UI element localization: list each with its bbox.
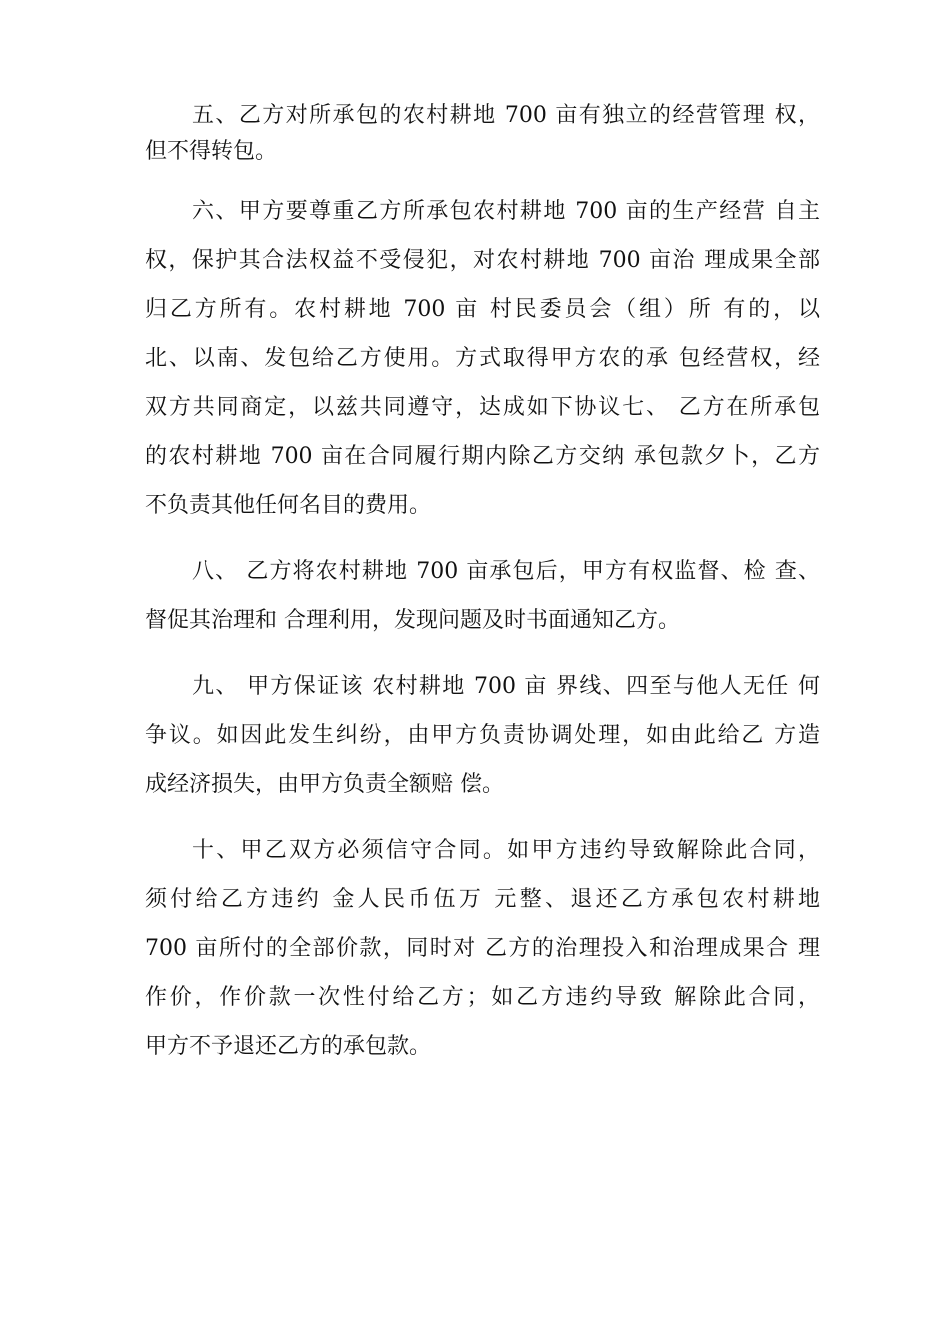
clause-9	[145, 662, 820, 809]
clause-9-line-1: 九、 甲方保证该 农村耕地 700 亩 界线、四至与他人无任 何	[192, 674, 820, 699]
clause-10-line-2: 须付给乙方违约 金人民币伍万 元整、退还乙方承包农村耕地	[145, 887, 820, 912]
clause-6-line-2: 权，保护其合法权益不受侵犯，对农村耕地 700 亩治 理成果全部	[145, 248, 820, 273]
clause-9-line-3: 成经济损失，由甲方负责全额赔 偿。	[145, 772, 504, 797]
clause-9-line-2: 争议。如因此发生纠纷，由甲方负责协调处理，如由此给乙 方造	[145, 723, 820, 748]
clause-10-line-1: 十、甲乙双方必须信守合同。如甲方违约导致解除此合同，	[192, 838, 820, 863]
clause-8	[145, 547, 820, 645]
clause-10-line-3: 700 亩所付的全部价款，同时对 乙方的治理投入和治理成果合 理	[145, 936, 820, 961]
clause-6-line-1: 六、甲方要尊重乙方所承包农村耕地 700 亩的生产经营 自主	[192, 199, 820, 224]
clause-6-line-3: 归乙方所有。农村耕地 700 亩 村民委员会（组）所 有的，以	[145, 297, 820, 322]
clause-5-line-1: 五、乙方对所承包的农村耕地 700 亩有独立的经营管理 权，	[192, 103, 820, 128]
clause-6-line-4: 北、以南、发包给乙方使用。方式取得甲方农的承 包经营权，经	[145, 346, 820, 371]
clause-8-line-1: 八、 乙方将农村耕地 700 亩承包后，甲方有权监督、检 查、	[192, 559, 820, 584]
clause-8-line-2: 督促其治理和 合理利用，发现问题及时书面通知乙方。	[145, 608, 680, 633]
document-body	[145, 98, 820, 1088]
clause-5-line-2: 但不得转包。	[145, 139, 278, 164]
clause-5	[145, 98, 820, 170]
clause-6	[145, 187, 820, 530]
clause-10-line-4: 作价，作价款一次性付给乙方；如乙方违约导致 解除此合同，	[145, 985, 820, 1010]
clause-6-line-5: 双方共同商定，以兹共同遵守，达成如下协议七、 乙方在所承包	[145, 395, 820, 420]
clause-10	[145, 826, 820, 1071]
clause-10-line-5: 甲方不予退还乙方的承包款。	[145, 1034, 432, 1059]
clause-6-line-7: 不负责其他任何名目的费用。	[145, 493, 432, 518]
clause-6-line-6: 的农村耕地 700 亩在合同履行期内除乙方交纳 承包款夕卜，乙方	[145, 444, 820, 469]
